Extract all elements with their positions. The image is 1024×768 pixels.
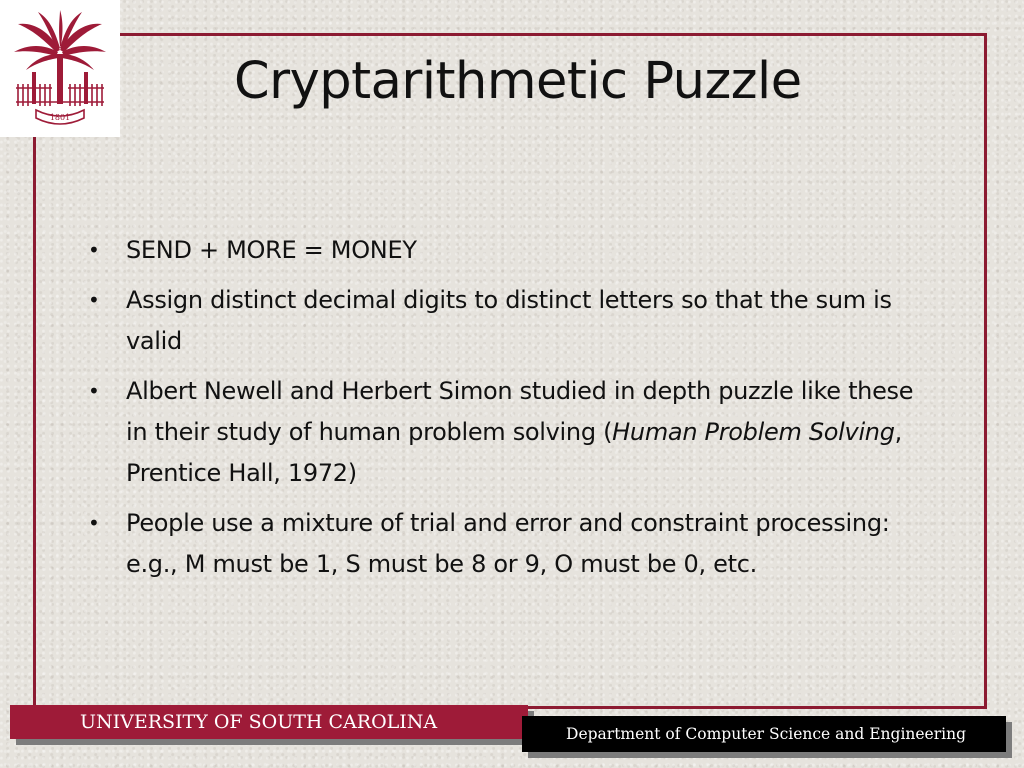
slide-title: Cryptarithmetic Puzzle xyxy=(234,52,802,111)
department-name: Department of Computer Science and Engineering xyxy=(566,725,966,743)
bullet-icon: • xyxy=(88,379,100,403)
bullet-icon: • xyxy=(88,238,100,262)
bullet-item xyxy=(88,371,928,494)
bullet-list xyxy=(88,230,928,594)
university-logo xyxy=(0,0,120,137)
bullet-item xyxy=(88,503,928,585)
university-name: UNIVERSITY OF SOUTH CAROLINA xyxy=(80,711,438,733)
bullet-icon: • xyxy=(88,288,100,312)
bullet-item xyxy=(88,280,928,362)
bullet-text-before: Albert Newell and Herbert Simon studied in depth puzzle like these in their study of human problem solving ( xyxy=(126,377,914,446)
university-banner xyxy=(10,705,528,739)
book-title: Human Problem Solving xyxy=(612,418,895,446)
bullet-icon: • xyxy=(88,511,100,535)
bullet-text-after: , Prentice Hall, 1972) xyxy=(126,418,903,487)
logo-year: 1801 xyxy=(49,112,71,122)
bullet-text: People use a mixture of trial and error and constraint processing: e.g., M must be 1, S must be 8 or 9, O must be 0, etc. xyxy=(126,509,890,578)
bullet-text: SEND + MORE = MONEY xyxy=(126,236,417,264)
bullet-item xyxy=(88,230,928,271)
department-banner xyxy=(522,716,1006,752)
palmetto-seal-icon xyxy=(8,10,112,128)
bullet-text: Assign distinct decimal digits to distinct letters so that the sum is valid xyxy=(126,286,892,355)
